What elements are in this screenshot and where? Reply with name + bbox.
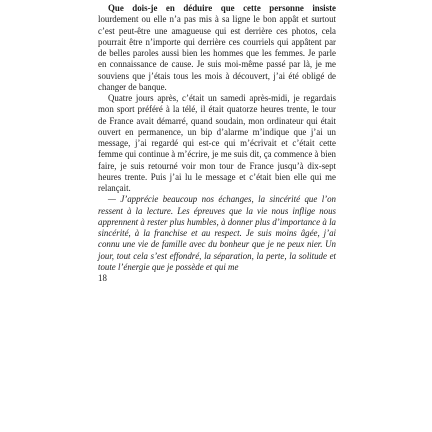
paragraph-2: Quatre jours après, c’était un samedi après-midi, je regardais mon sport préféré à la télé, il était quatorze heures trente, le tour de France avait démarré, quand soudain, mon ordinateur qui était ouvert en permanence, un bip d’alarme m’indique que j’ai un message, j’ai regardé qui est-ce qui m’écrivait et c’était cette femme qui continue à m’écrire, je me suis dit, ça commence à bien faire, je suis retourné voir mon tour de France jusqu’à dix-sept heures trente. Puis j’ai lu le message et c’était bien elle qui me relançait. (98, 93, 336, 193)
book-page (98, 3, 336, 429)
paragraph-1-body: lourdement ou elle n’a pas mis à sa ligne le bon appât et surtout c’est peut-être une amagueuse qui est derrière ces photos, cela pourrait être n’importe qui derrière ces courriels qui appâtent par de belles paroles aussi bien les hommes que les femmes. Je parle en connaissance de cause. Je suis moi-même passé par là, je me souviens que j’étais tous les mois à découvert, j’ai été obligé de changer de banque. (98, 14, 336, 92)
paragraph-1-lead: Que dois-je en déduire que cette personne insiste (108, 3, 336, 13)
paragraph-3-dialogue: — J’apprécie beaucoup nos échanges, la sincérité que l’on ressent à la lecture. Les épreuves que la vie nous inflige nous apprennent à rester plus humbles, à donner plus d’importance à la sincérité, à la franchise et au respect. Je suis moins âgée, j’ai connu une vie de famille avec du bonheur que je ne peux nier. Un jour, tout cela s’est effondré, la séparation, la perte, la solitude et toute l’énergie que je possède et qui me (98, 194, 336, 272)
page-number: 18 (98, 273, 107, 283)
